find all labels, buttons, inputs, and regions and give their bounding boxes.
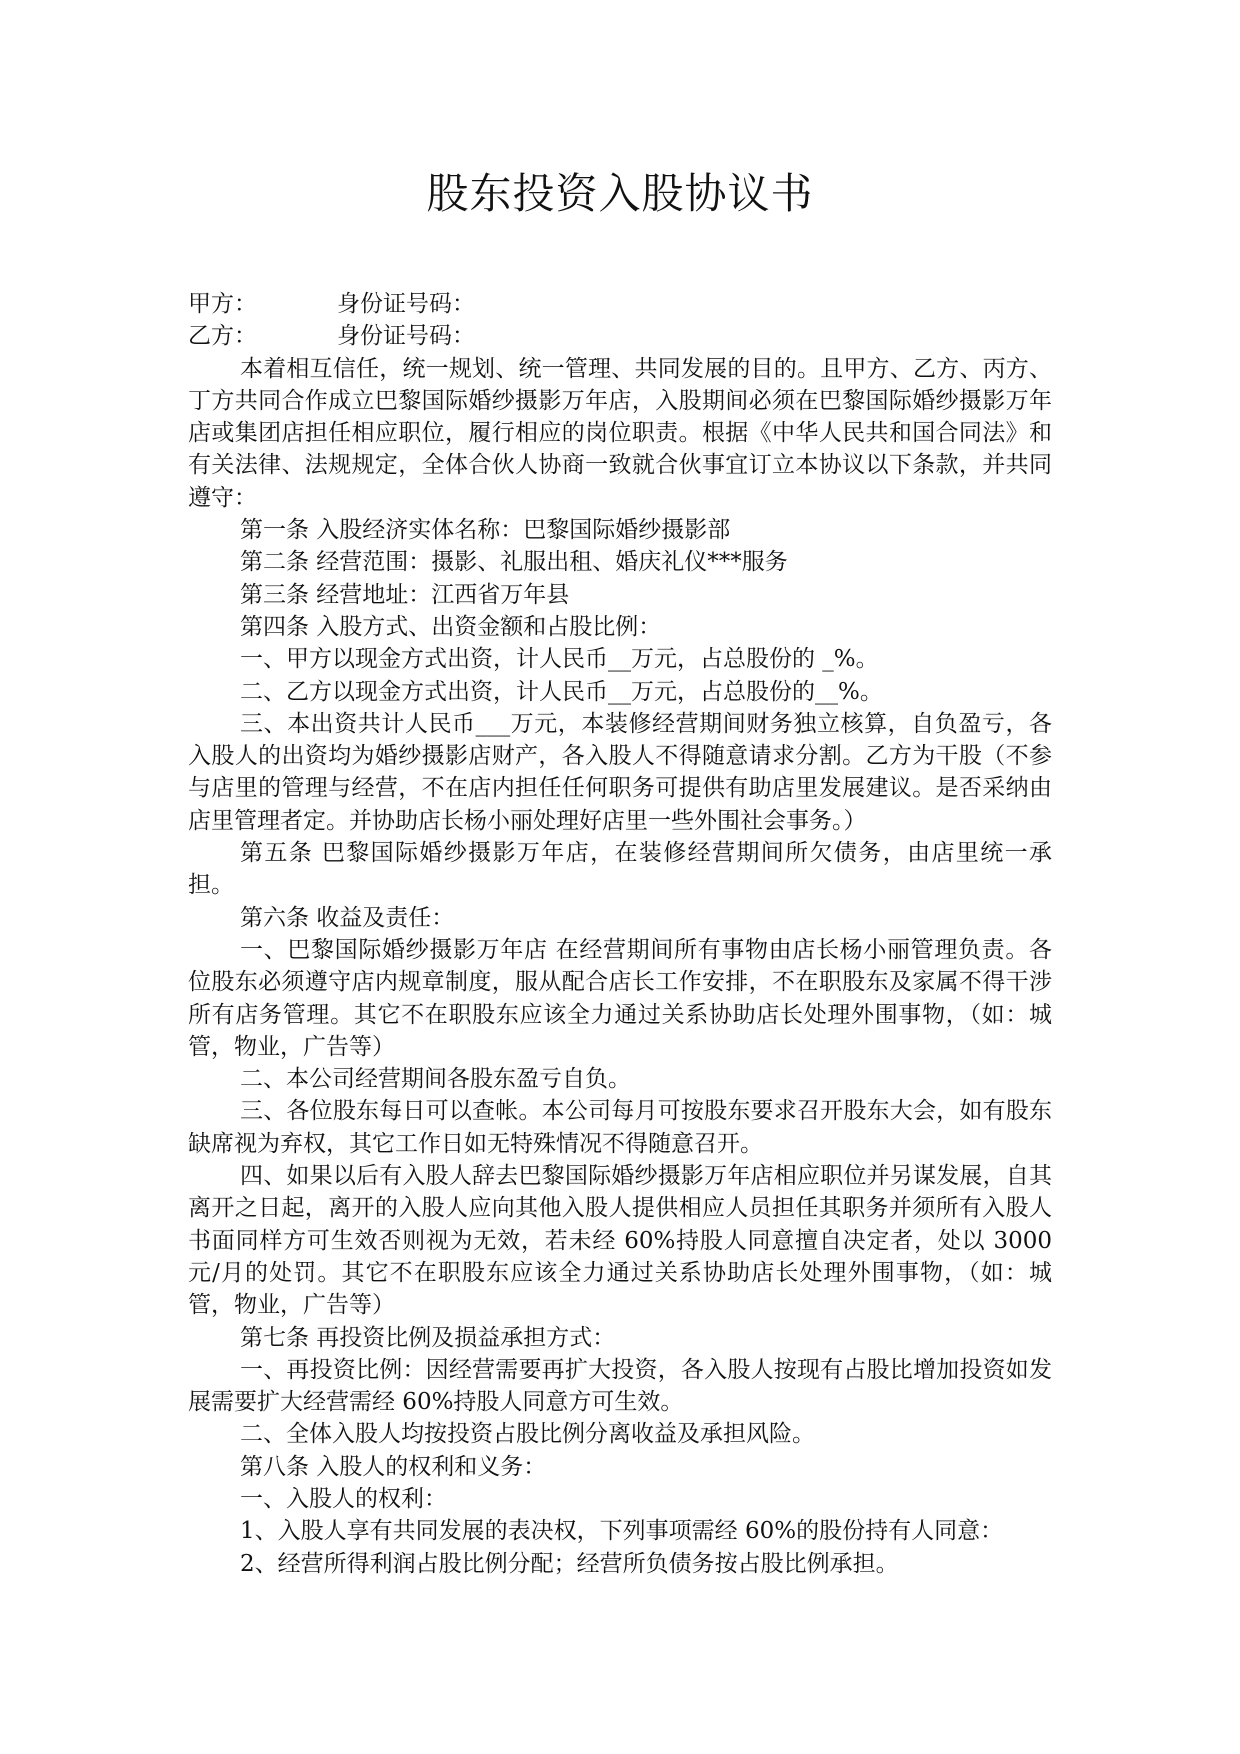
article-8-item-1-2: 2、经营所得利润占股比例分配；经营所负债务按占股比例承担。 xyxy=(240,1550,899,1577)
article-6: 第六条 收益及责任： xyxy=(240,904,455,931)
party-b-id-label: 身份证号码： xyxy=(337,323,475,350)
party-a-label: 甲方： xyxy=(188,291,257,317)
article-2: 第二条 经营范围：摄影、礼服出租、婚庆礼仪***服务 xyxy=(240,549,788,576)
article-7: 第七条 再投资比例及损益承担方式： xyxy=(240,1324,616,1351)
document-title: 股东投资入股协议书 xyxy=(426,169,814,218)
article-8-item-1-1: 1、入股人享有共同发展的表决权，下列事项需经 60%的股份持有人同意： xyxy=(240,1518,1004,1545)
article-4-item-3: 三、本出资共计人民币___万元，本装修经营期间财务独立核算，自负盈亏，各入股人的出资均为婚纱摄影店财产，各入股人不得随意请求分割。乙方为干股（不参与店里的管理与经营，不在店内担任任何职务可提供有助店里发展建议。是否采纳由店里管理者定。并协助店长杨小丽处理好店里一些外围社会事务。） xyxy=(188,710,1052,834)
article-4-item-1: 一、甲方以现金方式出资，计人民币__万元，占总股份的 _%。 xyxy=(240,646,879,673)
article-5: 第五条 巴黎国际婚纱摄影万年店，在装修经营期间所欠债务，由店里统一承担。 xyxy=(188,840,1052,899)
document-body xyxy=(188,288,1052,1580)
article-6-item-2: 二、本公司经营期间各股东盈亏自负。 xyxy=(240,1066,631,1093)
intro-paragraph: 本着相互信任，统一规划、统一管理、共同发展的目的。且甲方、乙方、丙方、丁方共同合作成立巴黎国际婚纱摄影万年店，入股期间必须在巴黎国际婚纱摄影万年店或集团店担任相应职位，履行相应的岗位职责。根据《中华人民共和国合同法》和有关法律、法规规定，全体合伙人协商一致就合伙事宜订立本协议以下条款，并共同遵守： xyxy=(188,355,1052,511)
article-8: 第八条 入股人的权利和义务： xyxy=(240,1453,547,1480)
article-3: 第三条 经营地址：江西省万年县 xyxy=(240,581,570,608)
article-4-item-2: 二、乙方以现金方式出资，计人民币__万元，占总股份的__%。 xyxy=(240,678,883,705)
article-6-item-1: 一、巴黎国际婚纱摄影万年店 在经营期间所有事物由店长杨小丽管理负责。各位股东必须遵守店内规章制度，服从配合店长工作安排，不在职股东及家属不得干涉所有店务管理。其它不在职股东应该全力通过关系协助店长处理外围事物，（如：城管，物业，广告等） xyxy=(188,936,1052,1060)
article-8-item-1: 一、入股人的权利： xyxy=(240,1485,447,1512)
party-a-id-label: 身份证号码： xyxy=(337,291,475,317)
article-7-item-1: 一、再投资比例：因经营需要再扩大投资，各入股人按现有占股比增加投资如发展需要扩大经营需经 60%持股人同意方可生效。 xyxy=(188,1356,1052,1416)
article-4: 第四条 入股方式、出资金额和占股比例： xyxy=(240,613,662,640)
article-6-item-3: 三、各位股东每日可以查帐。本公司每月可按股东要求召开股东大会，如有股东缺席视为弃权，其它工作日如无特殊情况不得随意召开。 xyxy=(188,1098,1052,1157)
article-1: 第一条 入股经济实体名称：巴黎国际婚纱摄影部 xyxy=(240,517,731,544)
article-7-item-2: 二、全体入股人均按投资占股比例分离收益及承担风险。 xyxy=(240,1421,815,1448)
party-b-line xyxy=(188,320,1052,352)
party-b-label: 乙方： xyxy=(188,323,257,350)
article-6-item-4: 四、如果以后有入股人辞去巴黎国际婚纱摄影万年店相应职位并另谋发展，自其离开之日起，离开的入股人应向其他入股人提供相应人员担任其职务并须所有入股人书面同样方可生效否则视为无效，若未经 60%持股人同意擅自决定者，处以 3000 元/月的处罚。其它不在职股东应该全力通过关系协助店长处理外围事物，（如：城管，物业，广告等） xyxy=(188,1163,1052,1319)
party-a-line xyxy=(188,288,1052,320)
